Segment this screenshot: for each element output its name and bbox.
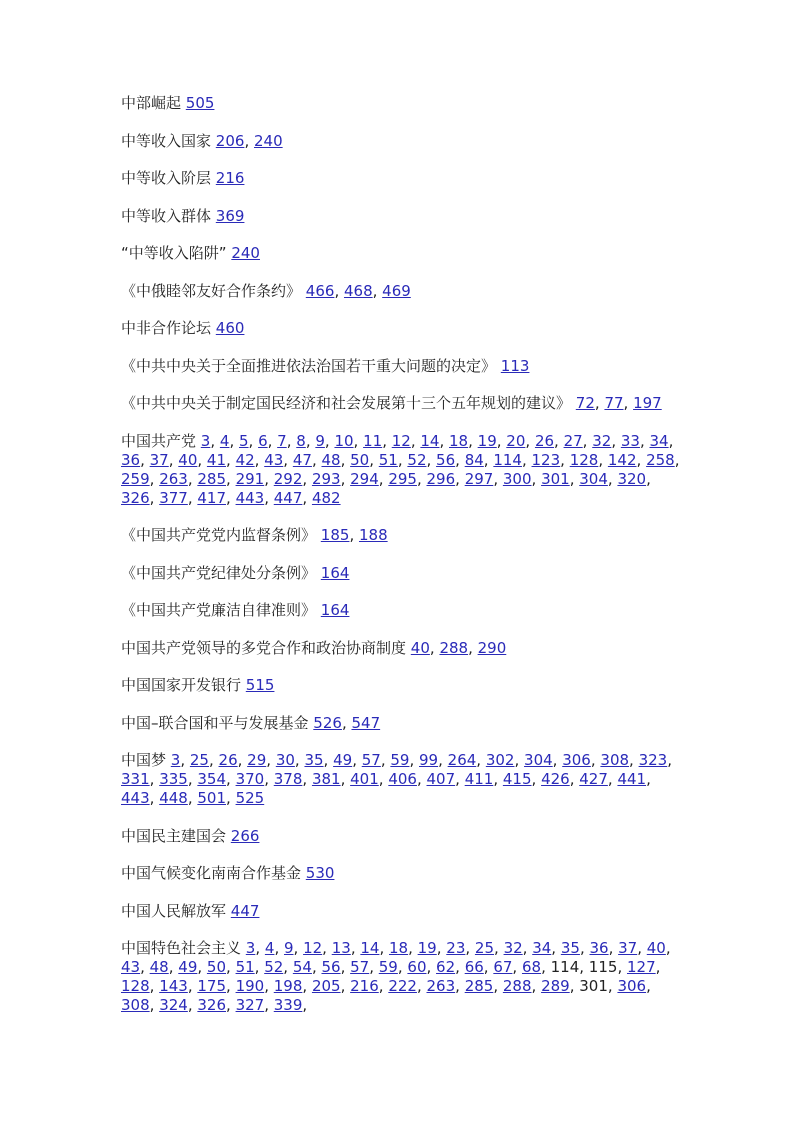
index-page: [121, 94, 681, 1034]
index-entry: [121, 601, 681, 620]
page-link[interactable]: 370: [235, 770, 265, 788]
page-link[interactable]: 441: [617, 770, 647, 788]
page-link[interactable]: 60: [407, 958, 427, 976]
page-link[interactable]: 54: [292, 958, 312, 976]
index-entry: 中国特色社会主义 3, 4, 9, 12, 13, 14, 18, 19, 23, 25, 32, 34, 35, 36, 37, 40, 43, 48, 49, 50, 51, 52, 54, 56, 57, 59, 60, 62, 66, 67, 68, 114, 115, 127, 128, 143, 175, 190, 198, 205, 216, 222, 263, 285, 288, 289, 301, 306, 308, 324, 326, 327, 339,: [121, 939, 671, 1014]
page-link[interactable]: 36: [121, 450, 141, 469]
page-link[interactable]: 12: [303, 939, 323, 957]
page-link[interactable]: 530: [305, 864, 335, 882]
page-link[interactable]: 48: [149, 958, 169, 976]
page-link[interactable]: 68: [521, 958, 542, 976]
page-link[interactable]: 547: [351, 713, 381, 732]
page-link[interactable]: 426: [541, 770, 570, 788]
page-link[interactable]: 33: [620, 431, 640, 450]
page-link[interactable]: 297: [464, 469, 494, 488]
page-link[interactable]: 8: [296, 431, 306, 450]
page-link[interactable]: 113: [500, 356, 530, 375]
page-link[interactable]: 51: [378, 450, 398, 469]
page-link[interactable]: 354: [197, 770, 227, 788]
page-link[interactable]: 50: [206, 958, 227, 976]
page-link[interactable]: 128: [569, 450, 599, 469]
page-link[interactable]: 143: [159, 977, 188, 995]
page-link[interactable]: 3: [170, 751, 181, 769]
page-link[interactable]: 29: [247, 751, 267, 769]
index-entry: 中国共产党领导的多党合作和政治协商制度 40, 288, 290: [121, 638, 507, 657]
page-link[interactable]: 72: [575, 394, 595, 412]
page-link[interactable]: 40: [410, 638, 430, 657]
page-link[interactable]: 308: [600, 751, 630, 769]
page-link[interactable]: 35: [560, 939, 580, 957]
page-link[interactable]: 306: [617, 977, 647, 995]
page-link[interactable]: 26: [218, 751, 238, 769]
page-link[interactable]: 263: [159, 469, 188, 488]
page-link[interactable]: 26: [534, 431, 555, 450]
page-link[interactable]: 369: [215, 206, 245, 225]
page-link[interactable]: 335: [159, 770, 188, 788]
page-link[interactable]: 326: [197, 996, 227, 1014]
page-link[interactable]: 25: [474, 939, 495, 957]
page-link[interactable]: 258: [646, 450, 675, 469]
page-link[interactable]: 296: [426, 469, 456, 488]
page-link[interactable]: 339: [273, 996, 303, 1014]
page-link[interactable]: 264: [447, 751, 477, 769]
index-entry: 中国梦 3, 25, 26, 29, 30, 35, 49, 57, 59, 99, 264, 302, 304, 306, 308, 323, 331, 335, 354, 370, 378, 381, 401, 406, 407, 411, 415, 426, 427, 441, 443, 448, 501, 525: [121, 751, 673, 807]
page-link[interactable]: 427: [579, 770, 608, 788]
page-link[interactable]: 56: [321, 958, 341, 976]
page-link[interactable]: 259: [121, 469, 150, 488]
index-term: 中等收入国家: [121, 131, 212, 150]
page-link[interactable]: 47: [292, 450, 312, 469]
page-link[interactable]: 3: [200, 431, 211, 450]
page-link[interactable]: 443: [235, 488, 265, 507]
index-entry: [121, 94, 681, 113]
index-term: 《中国共产党党内监督条例》: [121, 526, 317, 544]
page-link[interactable]: 25: [189, 751, 209, 769]
page-link[interactable]: 27: [563, 431, 583, 450]
index-term: 《中国共产党廉洁自律准则》: [121, 601, 317, 619]
page-link[interactable]: 185: [320, 526, 350, 544]
index-entry: [121, 827, 681, 846]
page-link[interactable]: 9: [283, 939, 294, 957]
index-term: 中国特色社会主义: [121, 939, 242, 957]
page-link[interactable]: 190: [235, 977, 265, 995]
index-term: 中国人民解放军: [121, 901, 227, 920]
page-link[interactable]: 460: [215, 319, 245, 337]
page-link[interactable]: 290: [477, 638, 507, 657]
page-link[interactable]: 515: [245, 676, 275, 694]
page-link[interactable]: 301: [541, 469, 570, 488]
page-number: 114: [550, 958, 580, 976]
page-link[interactable]: 99: [419, 751, 439, 769]
page-link[interactable]: 20: [506, 431, 526, 450]
page-link[interactable]: 18: [389, 939, 409, 957]
page-link[interactable]: 326: [121, 488, 150, 507]
page-link[interactable]: 23: [446, 939, 466, 957]
page-link[interactable]: 67: [493, 958, 513, 976]
index-entry: [121, 902, 681, 921]
index-term: 中国气候变化南南合作基金: [121, 864, 302, 882]
page-link[interactable]: 417: [197, 488, 227, 507]
page-link[interactable]: 415: [502, 770, 532, 788]
index-entry: [121, 244, 681, 263]
page-link[interactable]: 18: [449, 431, 469, 450]
page-link[interactable]: 197: [633, 394, 662, 412]
page-link[interactable]: 175: [197, 977, 227, 995]
page-link[interactable]: 43: [264, 450, 284, 469]
page-link[interactable]: 51: [235, 958, 255, 976]
index-entry: [121, 676, 681, 695]
page-link[interactable]: 14: [360, 939, 380, 957]
page-link[interactable]: 468: [343, 281, 373, 300]
page-link[interactable]: 49: [178, 958, 198, 976]
index-term: 中非合作论坛: [121, 319, 212, 337]
page-link[interactable]: 501: [197, 789, 227, 807]
page-link[interactable]: 164: [320, 563, 350, 582]
page-link[interactable]: 304: [579, 469, 608, 488]
page-link[interactable]: 377: [159, 488, 188, 507]
page-link[interactable]: 401: [350, 770, 379, 788]
page-link[interactable]: 52: [264, 958, 284, 976]
page-link[interactable]: 288: [502, 977, 532, 995]
index-term: 中国共产党: [121, 431, 197, 450]
page-link[interactable]: 84: [464, 450, 484, 469]
page-link[interactable]: 34: [532, 939, 552, 957]
page-link[interactable]: 406: [388, 770, 417, 788]
index-term: 《中国共产党纪律处分条例》: [121, 563, 317, 582]
page-link[interactable]: 59: [390, 751, 410, 769]
index-term: 中国国家开发银行: [121, 676, 242, 694]
page-link[interactable]: 11: [363, 431, 383, 450]
page-link[interactable]: 525: [235, 789, 265, 807]
page-link[interactable]: 324: [159, 996, 188, 1014]
page-link[interactable]: 57: [361, 751, 381, 769]
page-link[interactable]: 304: [524, 751, 553, 769]
page-link[interactable]: 288: [439, 638, 469, 657]
page-link[interactable]: 77: [604, 394, 624, 412]
index-entry: [121, 564, 681, 583]
page-link[interactable]: 466: [305, 281, 335, 300]
page-link[interactable]: 216: [215, 169, 245, 187]
page-link[interactable]: 295: [388, 469, 417, 488]
page-link[interactable]: 411: [464, 770, 494, 788]
page-link[interactable]: 381: [311, 770, 341, 788]
page-link[interactable]: 30: [275, 751, 295, 769]
index-entry: 中国共产党 3, 4, 5, 6, 7, 8, 9, 10, 11, 12, 14, 18, 19, 20, 26, 27, 32, 33, 34, 36, 37, 40, 41, 42, 43, 47, 48, 50, 51, 52, 56, 84, 114, 123, 128, 142, 258, 259, 263, 285, 291, 292, 293, 294, 295, 296, 297, 300, 301, 304, 320, 326, 377, 417, 443, 447, 482: [121, 431, 680, 507]
page-link[interactable]: 469: [382, 281, 411, 300]
index-term: 《中俄睦邻友好合作条约》: [121, 281, 302, 300]
page-link[interactable]: 216: [350, 977, 379, 995]
index-term: “中等收入陷阱”: [121, 244, 227, 262]
page-link[interactable]: 331: [121, 770, 150, 788]
page-link[interactable]: 62: [436, 958, 456, 976]
index-term: 中部崛起: [121, 94, 182, 112]
page-link[interactable]: 188: [358, 526, 388, 544]
page-number: 301: [579, 977, 608, 995]
page-link[interactable]: 41: [206, 450, 227, 469]
page-link[interactable]: 10: [334, 431, 354, 450]
index-term: 中国民主建国会: [121, 826, 227, 845]
page-link[interactable]: 205: [311, 977, 341, 995]
page-link[interactable]: 291: [235, 469, 265, 488]
page-link[interactable]: 12: [391, 431, 411, 450]
index-term: 中国–联合国和平与发展基金: [121, 713, 309, 732]
page-link[interactable]: 40: [646, 939, 666, 957]
page-link[interactable]: 57: [350, 958, 370, 976]
page-link[interactable]: 32: [503, 939, 523, 957]
page-link[interactable]: 37: [149, 450, 169, 469]
page-link[interactable]: 320: [617, 469, 647, 488]
page-link[interactable]: 37: [618, 939, 638, 957]
page-link[interactable]: 3: [245, 939, 256, 957]
index-entry: 中国–联合国和平与发展基金 526, 547: [121, 713, 381, 732]
page-link[interactable]: 127: [626, 958, 656, 976]
index-entry: 《中共中央关于制定国民经济和社会发展第十三个五年规划的建议》 72, 77, 197: [121, 394, 662, 412]
page-link[interactable]: 52: [407, 450, 427, 469]
page-link[interactable]: 5: [238, 431, 249, 450]
page-link[interactable]: 289: [541, 977, 570, 995]
index-term: 中国梦: [121, 751, 167, 769]
page-link[interactable]: 300: [502, 469, 532, 488]
index-entry: [121, 169, 681, 188]
page-link[interactable]: 34: [649, 431, 669, 450]
page-link[interactable]: 378: [273, 770, 303, 788]
page-link[interactable]: 266: [230, 826, 260, 845]
page-link[interactable]: 9: [315, 431, 325, 450]
page-link[interactable]: 164: [320, 601, 350, 619]
page-link[interactable]: 240: [253, 131, 283, 150]
page-link[interactable]: 42: [235, 450, 255, 469]
page-link[interactable]: 4: [264, 939, 275, 957]
page-link[interactable]: 43: [121, 958, 141, 976]
page-link[interactable]: 447: [230, 901, 260, 920]
page-link[interactable]: 292: [273, 469, 303, 488]
page-link[interactable]: 7: [277, 431, 287, 450]
page-link[interactable]: 49: [333, 751, 353, 769]
page-link[interactable]: 13: [331, 939, 351, 957]
page-number: 115: [588, 958, 618, 976]
index-entry: 《中俄睦邻友好合作条约》 466, 468, 469: [121, 281, 411, 300]
page-link[interactable]: 206: [215, 131, 245, 150]
index-term: 《中共中央关于制定国民经济和社会发展第十三个五年规划的建议》: [121, 394, 572, 412]
page-link[interactable]: 293: [311, 469, 341, 488]
page-link[interactable]: 285: [464, 977, 494, 995]
page-link[interactable]: 263: [426, 977, 456, 995]
page-link[interactable]: 66: [464, 958, 484, 976]
page-link[interactable]: 323: [638, 751, 668, 769]
page-link[interactable]: 114: [493, 450, 522, 469]
page-link[interactable]: 4: [219, 431, 230, 450]
index-term: 中等收入群体: [121, 206, 212, 225]
index-entry: [121, 864, 681, 883]
page-link[interactable]: 142: [607, 450, 637, 469]
page-link[interactable]: 294: [350, 469, 379, 488]
page-link[interactable]: 59: [378, 958, 398, 976]
page-link[interactable]: 482: [311, 488, 341, 507]
page-link[interactable]: 48: [321, 450, 341, 469]
page-link[interactable]: 198: [273, 977, 303, 995]
page-link[interactable]: 327: [235, 996, 265, 1014]
index-entry: [121, 357, 681, 376]
page-link[interactable]: 407: [426, 770, 456, 788]
index-entry: [121, 207, 681, 226]
page-link[interactable]: 123: [531, 450, 561, 469]
page-link[interactable]: 128: [121, 977, 150, 995]
index-entry: 《中国共产党党内监督条例》 185, 188: [121, 526, 388, 544]
page-link[interactable]: 19: [417, 939, 437, 957]
index-entry: [121, 319, 681, 338]
page-link[interactable]: 285: [197, 469, 227, 488]
page-link[interactable]: 240: [231, 244, 260, 262]
page-link[interactable]: 40: [178, 450, 198, 469]
page-link[interactable]: 36: [589, 939, 609, 957]
index-term: 中等收入阶层: [121, 169, 212, 187]
page-link[interactable]: 505: [185, 94, 215, 112]
page-link[interactable]: 222: [388, 977, 417, 995]
page-link[interactable]: 32: [592, 431, 612, 450]
page-link[interactable]: 526: [313, 713, 342, 732]
page-link[interactable]: 443: [121, 789, 150, 807]
page-link[interactable]: 14: [420, 431, 440, 450]
page-link[interactable]: 447: [273, 488, 303, 507]
index-entry: 中等收入国家 206, 240: [121, 131, 283, 150]
page-link[interactable]: 56: [436, 450, 456, 469]
page-link[interactable]: 308: [121, 996, 150, 1014]
page-link[interactable]: 19: [477, 431, 497, 450]
page-link[interactable]: 50: [350, 450, 370, 469]
index-term: 《中共中央关于全面推进依法治国若干重大问题的决定》: [121, 356, 497, 375]
page-link[interactable]: 306: [562, 751, 591, 769]
page-link[interactable]: 35: [304, 751, 324, 769]
page-link[interactable]: 6: [258, 431, 268, 450]
index-term: 中国共产党领导的多党合作和政治协商制度: [121, 638, 407, 657]
page-link[interactable]: 448: [159, 789, 188, 807]
page-link[interactable]: 302: [485, 751, 515, 769]
